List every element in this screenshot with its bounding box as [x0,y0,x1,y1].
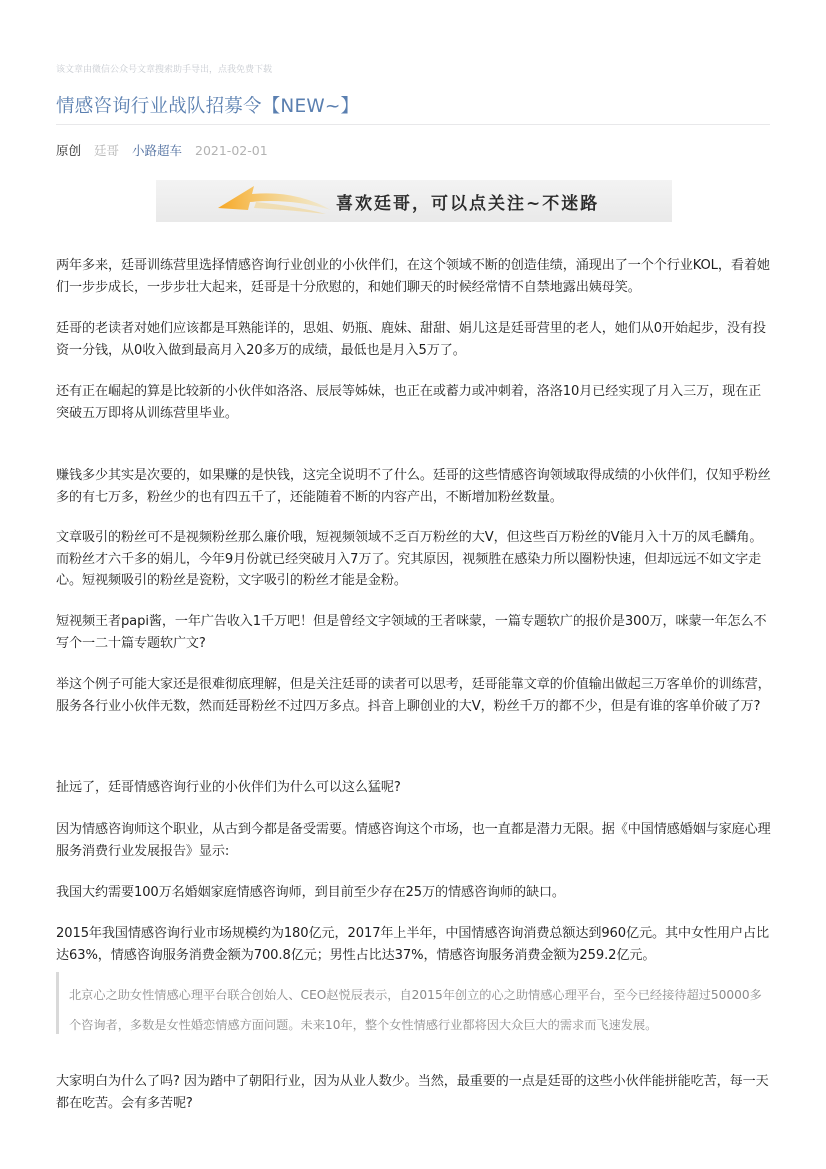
paragraph: 举这个例子可能大家还是很难彻底理解，但是关注廷哥的读者可以思考，廷哥能靠文章的价值输出做起三万客单价的训练营，服务各行业小伙伴无数，然而廷哥粉丝不过四万多点。抖音上聊创业的大V，粉丝千万的都不少，但是有谁的客单价破了万? [56,677,771,714]
paragraph: 我国大约需要100万名婚姻家庭情感咨询师，到目前至少存在25万的情感咨询师的缺口。 [56,885,565,900]
paragraph: 因为情感咨询师这个职业，从古到今都是备受需要。情感咨询这个市场，也一直都是潜力无限。据《中国情感婚姻与家庭心理服务消费行业发展报告》显示: [56,822,771,859]
quote-text: 北京心之助女性情感心理平台联合创始人、CEO赵悦辰表示，自2015年创立的心之助情感心理平台，至今已经接待超过50000多个咨询者，多数是女性婚恋情感方面问题。未来10年，整个女性情感行业都将因大众巨大的需求而飞速发展。 [69,988,762,1032]
blockquote [56,972,770,1034]
follow-banner-image [156,180,672,222]
export-watermark-link[interactable]: 该文章由微信公众号文章搜索助手导出，点我免费下载 [56,65,273,75]
paragraph: 还有正在崛起的算是比较新的小伙伴如洛洛、辰辰等姊妹，也正在或蓄力或冲刺着，洛洛10月已经实现了月入三万，现在正突破五万即将从训练营里毕业。 [56,384,762,421]
paragraph: 两年多来，廷哥训练营里选择情感咨询行业创业的小伙伴们，在这个领域不断的创造佳绩，涌现出了一个个行业KOL，看着她们一步步成长，一步步壮大起来，廷哥是十分欣慰的，和她们聊天的时候经常情不自禁地露出姨母笑。 [56,258,770,295]
paragraph: 扯远了，廷哥情感咨询行业的小伙伴们为什么可以这么猛呢? [56,780,401,795]
original-badge: 原创 [56,143,82,158]
publish-date: 2021-02-01 [195,143,268,158]
account-link[interactable]: 小路超车 [132,143,183,158]
paragraph: 2015年我国情感咨询行业市场规模约为180亿元，2017年上半年，中国情感咨询消费总额达到960亿元。其中女性用户占比达63%，情感咨询服务消费金额为700.8亿元；男性占比达37%，情感咨询服务消费金额为259.2亿元。 [56,926,769,963]
title-divider [56,124,770,125]
paragraph: 文章吸引的粉丝可不是视频粉丝那么廉价哦，短视频领域不乏百万粉丝的大V，但这些百万粉丝的V能月入十万的凤毛麟角。而粉丝才六千多的娟儿，今年9月份就已经突破月入7万了。究其原因，视频胜在感染力所以圈粉快速，但却远远不如文字走心。短视频吸引的粉丝是瓷粉，文字吸引的粉丝才能是金粉。 [56,530,763,588]
paragraph: 赚钱多少其实是次要的，如果赚的是快钱，这完全说明不了什么。廷哥的这些情感咨询领域取得成绩的小伙伴们，仅知乎粉丝多的有七万多，粉丝少的也有四五千了，还能随着不断的内容产出，不断增加粉丝数量。 [56,468,771,505]
banner-text: 喜欢廷哥，可以点关注~不迷路 [336,194,600,214]
article-title: 情感咨询行业战队招募令【NEW~】 [56,96,360,117]
author-name: 廷哥 [94,143,120,158]
paragraph: 廷哥的老读者对她们应该都是耳熟能详的，思姐、奶瓶、鹿妹、甜甜、娟儿这是廷哥营里的老人，她们从0开始起步，没有投资一分钱，从0收入做到最高月入20多万的成绩，最低也是月入5万了。 [56,321,766,358]
article-meta [56,141,277,159]
paragraph: 短视频王者papi酱，一年广告收入1千万吧！但是曾经文字领域的王者咪蒙，一篇专题软广的报价是300万，咪蒙一年怎么不写个一二十篇专题软广文? [56,614,767,651]
paragraph: 大家明白为什么了吗? 因为踏中了朝阳行业，因为从业人数少。当然，最重要的一点是廷哥的这些小伙伴能拼能吃苦，每一天都在吃苦。会有多苦呢? [56,1074,769,1111]
